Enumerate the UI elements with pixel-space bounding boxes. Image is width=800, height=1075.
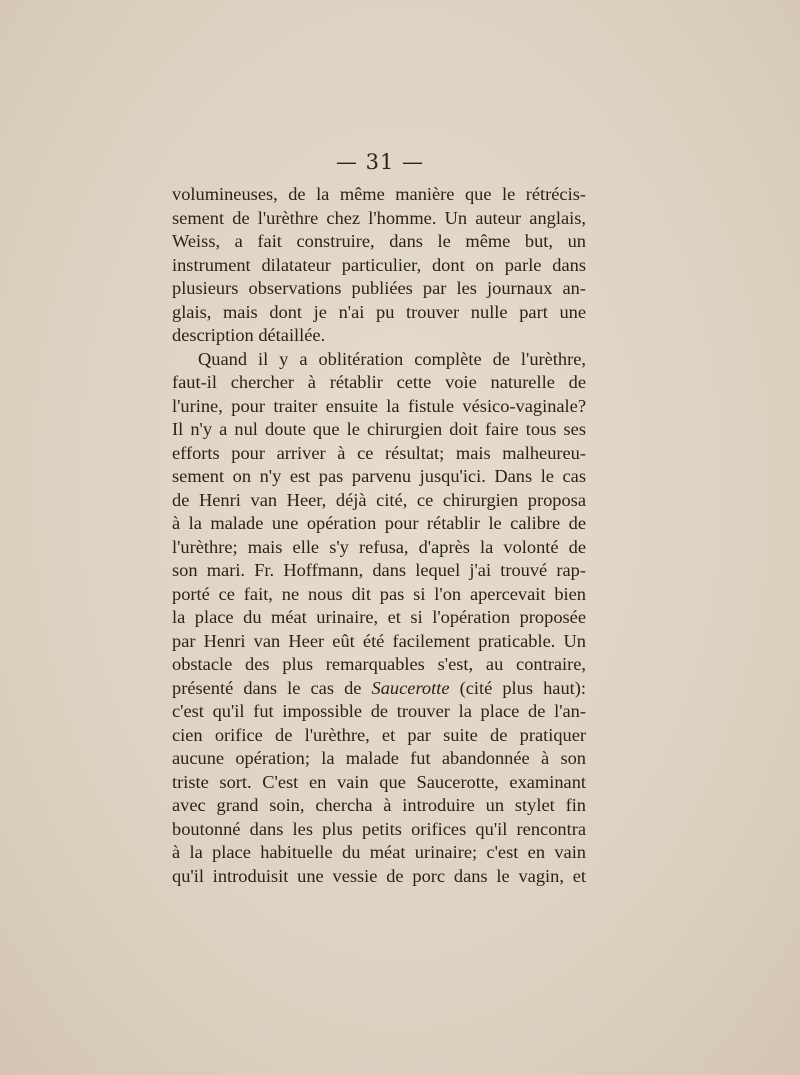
text-line <box>172 348 586 372</box>
text-line <box>172 794 586 818</box>
text-run: de Henri van Heer, déjà cité, ce chirurgien proposa <box>172 489 586 510</box>
text-line <box>172 324 586 348</box>
text-line <box>172 606 586 630</box>
text-line <box>172 818 586 842</box>
text-line <box>172 489 586 513</box>
text-line <box>172 747 586 771</box>
text-run: c'est qu'il fut impossible de trouver la place de l'an- <box>172 701 586 721</box>
text-run: description détaillée. <box>172 325 326 345</box>
text-run: avec grand soin, chercha à introduire un stylet fin <box>172 795 586 815</box>
text-line <box>172 512 586 536</box>
text-run: Il n'y a nul doute que le chirurgien doit faire tous ses <box>172 419 586 439</box>
text-line <box>172 653 586 677</box>
text-line <box>172 371 586 395</box>
text-run: volumineuses, de la même manière que le rétrécis- <box>172 184 586 204</box>
text-run: faut-il chercher à rétablir cette voie naturelle de <box>172 372 586 392</box>
text-line <box>172 442 586 466</box>
text-line <box>172 465 586 489</box>
text-run: (cité plus haut): <box>449 677 586 698</box>
text-run: Quand il y a oblitération complète de l'urèthre, <box>198 348 586 369</box>
italic-name: Saucerotte <box>371 677 450 698</box>
text-run: l'urèthre; mais elle s'y refusa, d'après la volonté de <box>172 536 586 557</box>
text-run: la place du méat urinaire, et si l'opération proposée <box>172 607 586 627</box>
text-run: présenté dans le cas de <box>172 677 372 698</box>
text-run: aucune opération; la malade fut abandonnée à son <box>172 748 586 768</box>
text-run: obstacle des plus remarquables s'est, au contraire, <box>172 654 586 674</box>
page-number: — 31 — <box>335 150 425 174</box>
text-run: triste sort. C'est en vain que Saucerotte, examinant <box>172 771 586 792</box>
text-run: à la malade une opération pour rétablir le calibre de <box>172 513 586 533</box>
text-line <box>172 771 586 795</box>
text-line <box>172 865 586 889</box>
text-line <box>172 418 586 442</box>
text-line <box>172 301 586 325</box>
text-run: l'urine, pour traiter ensuite la fistule vésico-vaginale? <box>172 395 586 416</box>
text-line <box>172 254 586 278</box>
text-run: sement on n'y est pas parvenu jusqu'ici. Dans le cas <box>172 466 586 486</box>
text-line <box>172 583 586 607</box>
text-run: efforts pour arriver à ce résultat; mais malheureu- <box>172 442 586 463</box>
text-run: porté ce fait, ne nous dit pas si l'on apercevait bien <box>172 583 586 604</box>
text-line <box>172 536 586 560</box>
text-run: boutonné dans les plus petits orifices qu'il rencontra <box>172 818 586 839</box>
text-line <box>172 724 586 748</box>
text-line <box>172 395 586 419</box>
text-line <box>172 230 586 254</box>
text-line <box>172 183 586 207</box>
text-run: qu'il introduisit une vessie de porc dans le vagin, et <box>172 865 586 886</box>
text-line <box>172 700 586 724</box>
text-line <box>172 559 586 583</box>
text-run: glais, mais dont je n'ai pu trouver nulle part une <box>172 301 586 322</box>
text-line <box>172 841 586 865</box>
text-run: instrument dilatateur particulier, dont on parle dans <box>172 254 586 275</box>
text-line <box>172 207 586 231</box>
text-line <box>172 677 586 701</box>
text-run: cien orifice de l'urèthre, et par suite de pratiquer <box>172 724 586 745</box>
text-run: sement de l'urèthre chez l'homme. Un auteur anglais, <box>172 207 586 228</box>
text-run: Weiss, a fait construire, dans le même but, un <box>172 231 586 251</box>
text-run: à la place habituelle du méat urinaire; c'est en vain <box>172 842 586 862</box>
text-run: son mari. Fr. Hoffmann, dans lequel j'ai trouvé rap- <box>172 560 586 580</box>
body-text <box>172 183 586 888</box>
text-line <box>172 630 586 654</box>
text-line <box>172 277 586 301</box>
text-run: plusieurs observations publiées par les journaux an- <box>172 278 586 298</box>
text-run: par Henri van Heer eût été facilement praticable. Un <box>172 630 586 651</box>
